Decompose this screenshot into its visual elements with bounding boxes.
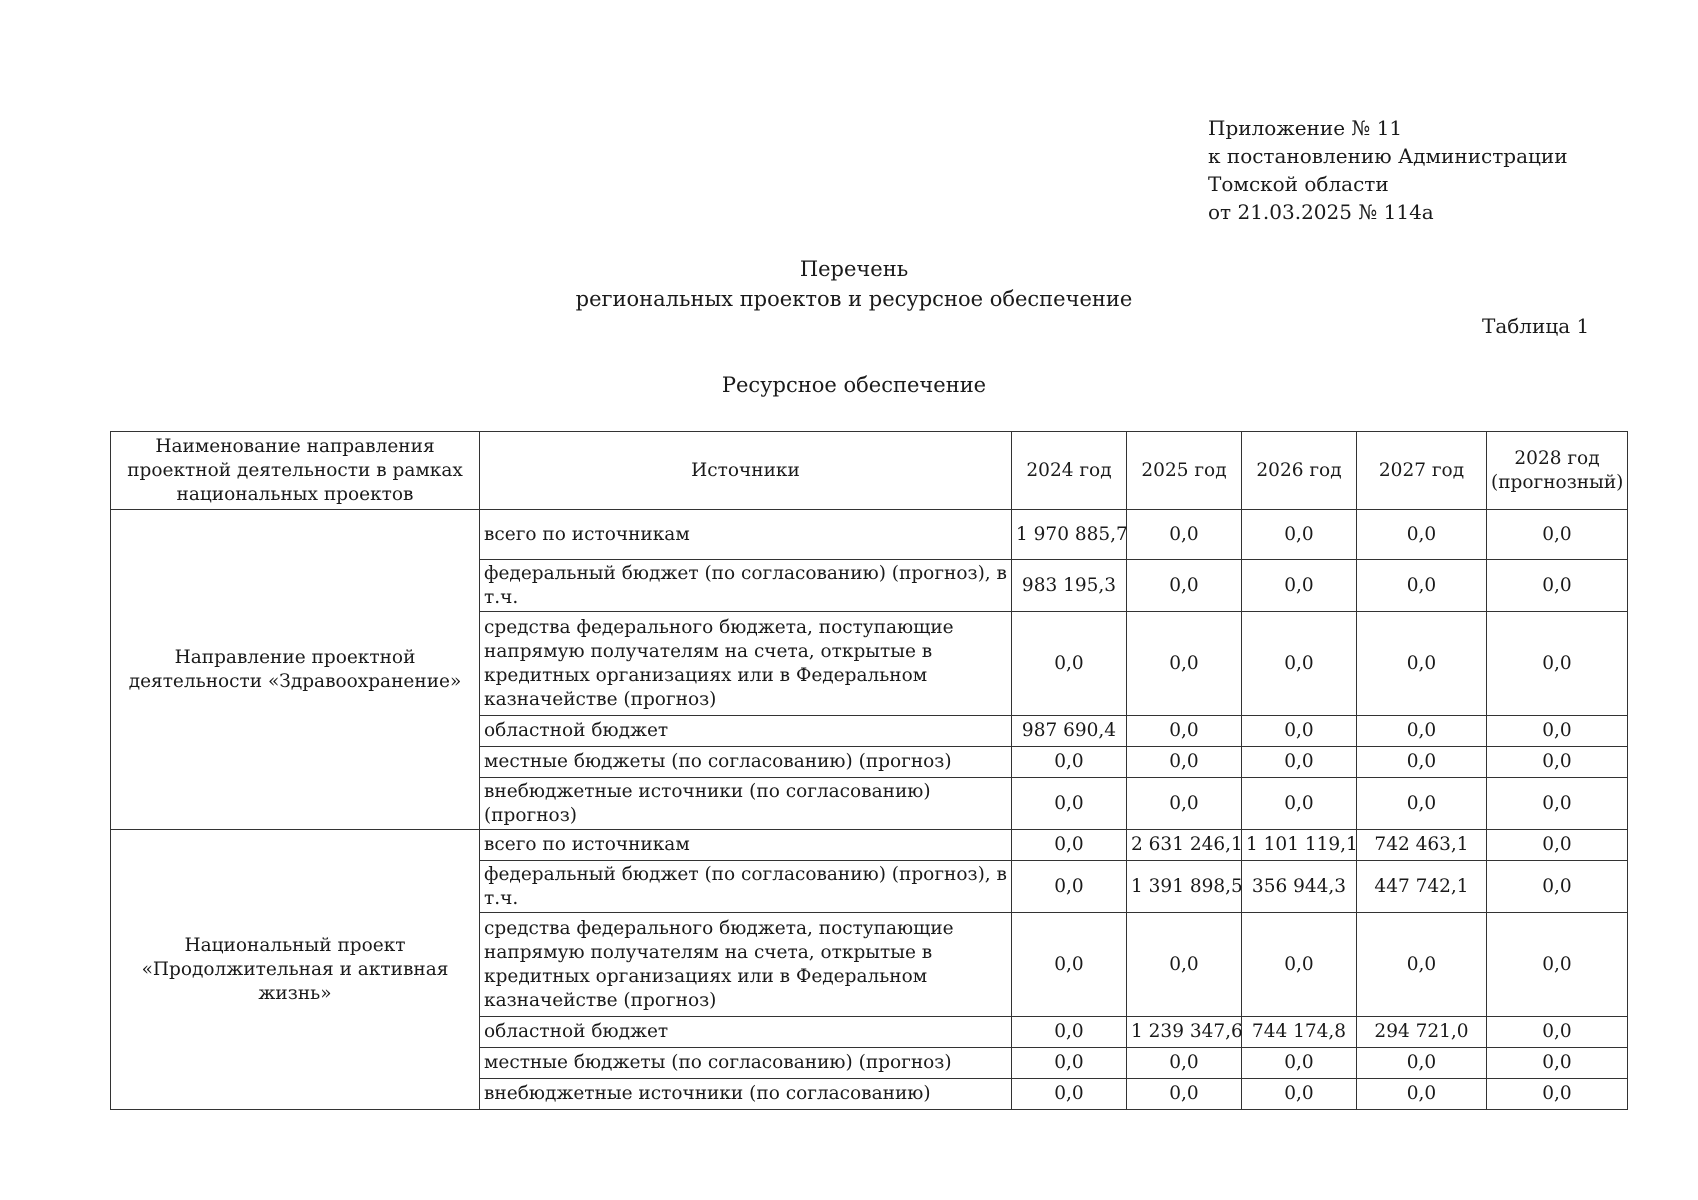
value-2025: 0,0 [1127, 716, 1242, 747]
value-2027: 0,0 [1357, 747, 1487, 778]
value-2026: 0,0 [1242, 747, 1357, 778]
value-2027: 0,0 [1357, 778, 1487, 830]
value-2025: 1 391 898,5 [1127, 861, 1242, 913]
value-2028: 0,0 [1487, 913, 1628, 1017]
value-2027: 0,0 [1357, 1048, 1487, 1079]
value-2025: 1 239 347,6 [1127, 1017, 1242, 1048]
value-2024: 0,0 [1012, 1079, 1127, 1110]
table-row [111, 830, 1628, 861]
header-sources: Источники [480, 432, 1012, 510]
value-2025: 0,0 [1127, 560, 1242, 612]
value-2026: 0,0 [1242, 612, 1357, 716]
value-2024: 0,0 [1012, 1048, 1127, 1079]
table-row [111, 510, 1628, 560]
source-cell: средства федерального бюджета, поступающие напрямую получателям на счета, открытые в кредитных организациях или в Федеральном казначействе (прогноз) [480, 913, 1012, 1017]
title-line-2: региональных проектов и ресурсное обеспечение [575, 287, 1133, 311]
appendix-line-4: от 21.03.2025 № 114а [1208, 200, 1434, 224]
value-2024: 0,0 [1012, 830, 1127, 861]
value-2025: 0,0 [1127, 778, 1242, 830]
value-2025: 0,0 [1127, 1079, 1242, 1110]
value-2025: 0,0 [1127, 510, 1242, 560]
value-2028: 0,0 [1487, 560, 1628, 612]
value-2028: 0,0 [1487, 1017, 1628, 1048]
value-2027: 0,0 [1357, 716, 1487, 747]
source-cell: средства федерального бюджета, поступающие напрямую получателям на счета, открытые в кредитных организациях или в Федеральном казначействе (прогноз) [480, 612, 1012, 716]
value-2026: 744 174,8 [1242, 1017, 1357, 1048]
source-cell: местные бюджеты (по согласованию) (прогноз) [480, 1048, 1012, 1079]
value-2027: 0,0 [1357, 612, 1487, 716]
value-2027: 0,0 [1357, 510, 1487, 560]
value-2028: 0,0 [1487, 747, 1628, 778]
value-2025: 0,0 [1127, 913, 1242, 1017]
header-2025: 2025 год [1127, 432, 1242, 510]
value-2027: 447 742,1 [1357, 861, 1487, 913]
header-2027: 2027 год [1357, 432, 1487, 510]
appendix-line-3: Томской области [1208, 172, 1389, 196]
source-cell: всего по источникам [480, 510, 1012, 560]
value-2028: 0,0 [1487, 778, 1628, 830]
value-2025: 0,0 [1127, 747, 1242, 778]
value-2024: 0,0 [1012, 913, 1127, 1017]
value-2027: 742 463,1 [1357, 830, 1487, 861]
value-2028: 0,0 [1487, 861, 1628, 913]
value-2026: 1 101 119,1 [1242, 830, 1357, 861]
value-2026: 0,0 [1242, 510, 1357, 560]
table-number-label: Таблица 1 [1482, 314, 1590, 338]
title-line-1: Перечень [799, 257, 909, 281]
header-row [111, 432, 1628, 510]
value-2026: 0,0 [1242, 1079, 1357, 1110]
source-cell: местные бюджеты (по согласованию) (прогноз) [480, 747, 1012, 778]
value-2026: 356 944,3 [1242, 861, 1357, 913]
source-cell: областной бюджет [480, 716, 1012, 747]
value-2026: 0,0 [1242, 1048, 1357, 1079]
appendix-line-2: к постановлению Администрации [1208, 144, 1568, 168]
source-cell: федеральный бюджет (по согласованию) (прогноз), в т.ч. [480, 560, 1012, 612]
value-2027: 0,0 [1357, 913, 1487, 1017]
value-2024: 0,0 [1012, 861, 1127, 913]
value-2028: 0,0 [1487, 612, 1628, 716]
header-2028: 2028 год (прогнозный) [1487, 432, 1628, 510]
value-2025: 2 631 246,1 [1127, 830, 1242, 861]
value-2028: 0,0 [1487, 510, 1628, 560]
appendix-line-1: Приложение № 11 [1208, 116, 1403, 140]
value-2025: 0,0 [1127, 1048, 1242, 1079]
value-2024: 0,0 [1012, 778, 1127, 830]
value-2024: 1 970 885,7 [1012, 510, 1127, 560]
group-name: Направление проектной деятельности «Здравоохранение» [111, 510, 480, 830]
value-2027: 0,0 [1357, 560, 1487, 612]
resource-table [110, 431, 1628, 1110]
source-cell: всего по источникам [480, 830, 1012, 861]
value-2024: 0,0 [1012, 747, 1127, 778]
group-name: Национальный проект «Продолжительная и активная жизнь» [111, 830, 480, 1110]
value-2024: 987 690,4 [1012, 716, 1127, 747]
header-2024: 2024 год [1012, 432, 1127, 510]
source-cell: внебюджетные источники (по согласованию) [480, 1079, 1012, 1110]
value-2026: 0,0 [1242, 560, 1357, 612]
value-2024: 0,0 [1012, 612, 1127, 716]
value-2026: 0,0 [1242, 913, 1357, 1017]
value-2026: 0,0 [1242, 778, 1357, 830]
header-2026: 2026 год [1242, 432, 1357, 510]
source-cell: федеральный бюджет (по согласованию) (прогноз), в т.ч. [480, 861, 1012, 913]
value-2027: 294 721,0 [1357, 1017, 1487, 1048]
value-2027: 0,0 [1357, 1079, 1487, 1110]
source-cell: областной бюджет [480, 1017, 1012, 1048]
value-2028: 0,0 [1487, 830, 1628, 861]
value-2028: 0,0 [1487, 716, 1628, 747]
section-title: Ресурсное обеспечение [721, 373, 987, 397]
value-2025: 0,0 [1127, 612, 1242, 716]
value-2024: 983 195,3 [1012, 560, 1127, 612]
value-2028: 0,0 [1487, 1079, 1628, 1110]
value-2026: 0,0 [1242, 716, 1357, 747]
value-2028: 0,0 [1487, 1048, 1628, 1079]
document-title [0, 254, 1698, 314]
value-2024: 0,0 [1012, 1017, 1127, 1048]
header-name: Наименование направления проектной деятельности в рамках национальных проектов [111, 432, 480, 510]
source-cell: внебюджетные источники (по согласованию) (прогноз) [480, 778, 1012, 830]
appendix-block [1208, 114, 1568, 226]
